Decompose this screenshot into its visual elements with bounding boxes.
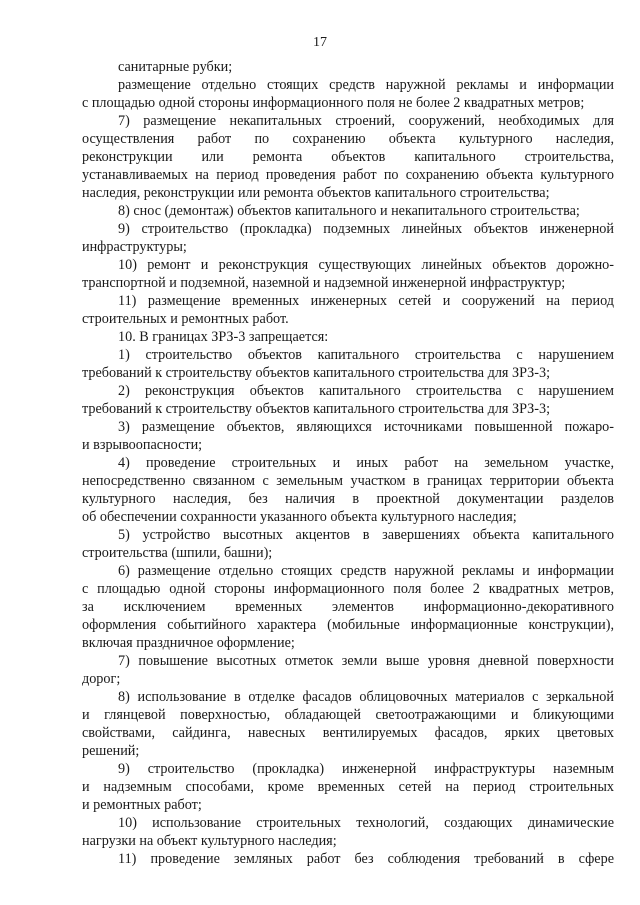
text-line: об обеспечении сохранности указанного объекта культурного наследия;	[82, 509, 517, 525]
text-line: решений;	[82, 743, 140, 759]
text-line: устанавливаемых на период проведения работ по сохранению объекта культурного	[82, 167, 614, 183]
text-line: включая праздничное оформление;	[82, 635, 295, 651]
text-line: требований к строительству объектов капитального строительства для ЗРЗ-3;	[82, 401, 551, 417]
page-number: 17	[313, 35, 327, 50]
text-line: наследия, реконструкции или ремонта объектов капитального строительства;	[82, 185, 550, 201]
text-line: 10) использование строительных технологий, создающих динамические	[118, 815, 614, 831]
text-line: нагрузки на объект культурного наследия;	[82, 833, 337, 849]
text-line: с площадью одной стороны информационного поля более 2 квадратных метров,	[82, 581, 614, 597]
text-line: 10. В границах ЗРЗ-3 запрещается:	[118, 329, 329, 345]
text-line: 2) реконструкция объектов капитального строительства с нарушением	[118, 383, 614, 399]
text-line: и взрывоопасности;	[82, 437, 203, 453]
text-line: 8) снос (демонтаж) объектов капитального и некапитального строительства;	[118, 203, 580, 219]
text-line: 3) размещение объектов, являющихся источниками повышенной пожаро-	[118, 419, 614, 435]
text-line: требований к строительству объектов капитального строительства для ЗРЗ-3;	[82, 365, 551, 381]
document-body	[82, 58, 614, 868]
text-line: с площадью одной стороны информационного поля не более 2 квадратных метров;	[82, 95, 585, 111]
text-line: 8) использование в отделке фасадов облицовочных материалов с зеркальной	[118, 689, 614, 705]
text-line: 5) устройство высотных акцентов в завершениях объекта капитального	[118, 527, 614, 543]
text-line: и глянцевой поверхностью, обладающей светоотражающими и бликующими	[82, 707, 614, 723]
text-line: и надземным способами, кроме временных сетей на период строительных	[82, 779, 614, 795]
text-line: размещение отдельно стоящих средств наружной рекламы и информации	[118, 77, 614, 93]
text-line: 11) размещение временных инженерных сетей и сооружений на период	[118, 293, 614, 309]
text-line: свойствами, сайдинга, навесных вентилируемых фасадов, ярких цветовых	[82, 725, 614, 741]
text-line: культурного наследия, без наличия в проектной документации разделов	[82, 491, 614, 507]
text-line: осуществления работ по сохранению объекта культурного наследия,	[82, 131, 614, 147]
text-line: реконструкции или ремонта объектов капитального строительства,	[82, 149, 614, 165]
text-line: и ремонтных работ;	[82, 797, 202, 813]
text-line: 10) ремонт и реконструкция существующих линейных объектов дорожно-	[118, 257, 614, 273]
text-line: санитарные рубки;	[118, 59, 233, 75]
text-line: 7) повышение высотных отметок земли выше уровня дневной поверхности	[118, 653, 614, 669]
text-line: транспортной и подземной, наземной и надземной инженерной инфраструктур;	[82, 275, 566, 291]
text-line: инфраструктуры;	[82, 239, 187, 255]
text-line: строительных и ремонтных работ.	[82, 311, 289, 327]
text-line: 7) размещение некапитальных строений, сооружений, необходимых для	[118, 113, 614, 129]
text-line: 4) проведение строительных и иных работ на земельном участке,	[118, 455, 614, 471]
text-line: 9) строительство (прокладка) подземных линейных объектов инженерной	[118, 221, 614, 237]
text-line: дорог;	[82, 671, 121, 687]
text-line: непосредственно связанном с земельным участком в границах территории объекта	[82, 473, 614, 489]
text-line: 6) размещение отдельно стоящих средств наружной рекламы и информации	[118, 563, 614, 579]
text-line: строительства (шпили, башни);	[82, 545, 273, 561]
text-line: 1) строительство объектов капитального строительства с нарушением	[118, 347, 614, 363]
text-line: 9) строительство (прокладка) инженерной инфраструктуры наземным	[118, 761, 614, 777]
text-line: за исключением временных элементов информационно-декоративного	[82, 599, 614, 615]
text-line: оформления событийного характера (мобильные информационные конструкции),	[82, 617, 614, 633]
text-line: 11) проведение земляных работ без соблюдения требований в сфере	[118, 851, 614, 867]
